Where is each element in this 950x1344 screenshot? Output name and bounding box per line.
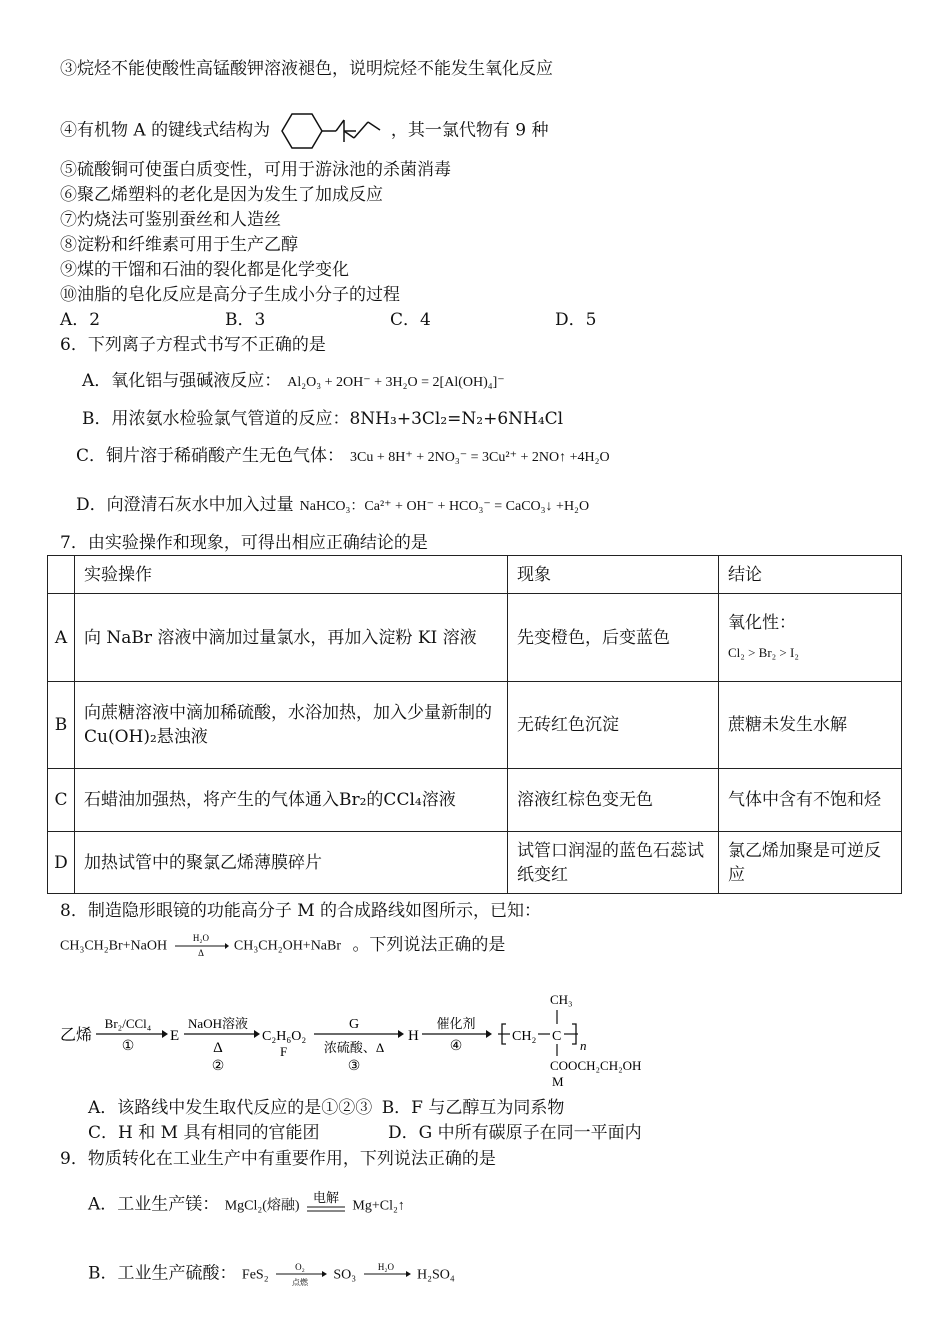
- q9-option-b-h2so4: H₂SO₄: [416, 1267, 455, 1283]
- q7-row-conclusion-line2: Cl₂ > Br₂ > I₂: [728, 644, 799, 660]
- q5-statement-4-suffix: ，其一氯代物有 9 种: [390, 120, 549, 141]
- scheme-r1-step: ①: [121, 1039, 135, 1054]
- scheme-arrow-4-head: [486, 1030, 492, 1038]
- scheme-r1-reagent: Br₂/CCl₄: [104, 1016, 152, 1031]
- q5-statement-8: ⑧淀粉和纤维素可用于生产乙醇: [60, 235, 298, 255]
- q9-option-b-fes2: FeS₂: [241, 1267, 269, 1283]
- q5-statement-4-prefix: ④有机物 A 的键线式结构为: [60, 120, 271, 141]
- scheme-r3-reagent: G: [348, 1017, 360, 1032]
- q8-option-a[interactable]: [88, 1097, 564, 1119]
- q8-known-reaction: [60, 932, 505, 962]
- q9-option-a-product: Mg+Cl₂↑: [352, 1198, 405, 1214]
- scheme-arrow-1-head: [162, 1030, 168, 1038]
- q9-b-arrow1-top: O₂: [295, 1262, 305, 1272]
- scheme-compound-f: F: [280, 1044, 288, 1059]
- q6-option-a-equation: Al₂O₃ + 2OH⁻ + 3H₂O = 2[Al(OH)₄]⁻: [287, 375, 505, 390]
- q9-option-a-text: A．工业生产镁：: [88, 1194, 220, 1215]
- scheme-compound-e: E: [170, 1028, 180, 1044]
- q9-b-arrow2-top: H₂O: [377, 1262, 394, 1272]
- q5-statement-5: ⑤硫酸铜可使蛋白质变性，可用于游泳池的杀菌消毒: [60, 160, 451, 180]
- q7-row-phenomenon: 无砖红色沉淀: [508, 682, 719, 769]
- polymer-label-m: M: [552, 1074, 564, 1088]
- q7-row-phenomenon: 溶液红棕色变无色: [508, 769, 719, 832]
- scheme-r3-step: ③: [347, 1059, 361, 1074]
- bond-chain-5: [368, 122, 380, 130]
- q6-option-d-text: D．向澄清石灰水中加入过量: [76, 495, 294, 515]
- scheme-r4-reagent: 催化剂: [436, 1016, 476, 1031]
- q6-option-d-equation: ：Ca²⁺ + OH⁻ + HCO₃⁻ = CaCO₃↓ +H₂O: [350, 499, 590, 514]
- scheme-ethylene: 乙烯: [60, 1027, 93, 1044]
- q7-row-c: [48, 769, 902, 832]
- q9-b-arrow1-bot: 点燃: [291, 1278, 308, 1287]
- q6-option-d[interactable]: [76, 494, 589, 518]
- q7-stem: 7．由实验操作和现象，可得出相应正确结论的是: [60, 533, 428, 553]
- q5-statement-10: ⑩油脂的皂化反应是高分子生成小分子的过程: [60, 285, 400, 305]
- polymer-ch2: CH₂: [512, 1029, 537, 1044]
- scheme-r2-reagent: NaOH溶液: [188, 1016, 248, 1031]
- q5-statement-9: ⑨煤的干馏和石油的裂化都是化学变化: [60, 260, 349, 280]
- scheme-compound-h: H: [408, 1028, 419, 1044]
- arrow-head: [225, 943, 229, 949]
- q8-synthesis-scheme: [58, 988, 698, 1088]
- q8-option-b-text[interactable]: B．F 与乙醇互为同系物: [381, 1098, 565, 1118]
- q7-header-phenomenon: 现象: [508, 556, 719, 594]
- q6-option-c[interactable]: [76, 445, 610, 469]
- q5-statement-3: ③烷烃不能使酸性高锰酸钾溶液褪色，说明烷烃不能发生氧化反应: [60, 59, 553, 79]
- structure-a-skeletal-formula: [276, 110, 386, 152]
- bond-chain-1: [336, 120, 344, 131]
- q9-option-b-arrow-2: [362, 1260, 412, 1288]
- q9-option-a-reactant: MgCl₂(熔融): [224, 1198, 300, 1214]
- scheme-arrow-2-head: [254, 1030, 260, 1038]
- q8-option-a-text: A．该路线中发生取代反应的是①②③: [88, 1098, 373, 1118]
- q7-table-header: [48, 556, 902, 594]
- q7-row-operation: 石蜡油加强热，将产生的气体通入Br₂的CCl₄溶液: [75, 769, 508, 832]
- q7-row-operation: 加热试管中的聚氯乙烯薄膜碎片: [75, 832, 508, 894]
- polymer-ester-group: COOCH₂CH₂OH: [550, 1058, 642, 1073]
- q8-known-cond-bot: Δ: [197, 948, 204, 958]
- scheme-arrow-3-head: [398, 1030, 404, 1038]
- q5-statement-7: ⑦灼烧法可鉴别蚕丝和人造丝: [60, 210, 281, 230]
- q9-option-b-text: B．工业生产硫酸：: [88, 1263, 237, 1284]
- q5-options: [60, 309, 760, 331]
- q7-header-conclusion: 结论: [719, 556, 902, 594]
- q9-option-b-arrow-1: [274, 1260, 328, 1288]
- arrow-head: [406, 1271, 411, 1277]
- q7-row-operation: 向蔗糖溶液中滴加稀硫酸，水浴加热，加入少量新制的Cu(OH)₂悬浊液: [75, 682, 508, 769]
- q7-row-key: D: [48, 832, 75, 894]
- bond-chain-3: [344, 131, 354, 138]
- q8-option-c[interactable]: C．H 和 M 具有相同的官能团: [88, 1123, 320, 1143]
- q9-option-a-condition: 电解: [312, 1190, 339, 1205]
- scheme-f-formula: C₂H₆O₂: [262, 1029, 307, 1044]
- q6-option-d-reagent: NaHCO₃: [299, 499, 351, 514]
- q7-header-blank: [48, 556, 75, 594]
- q7-row-conclusion-line1: 氧化性：: [728, 612, 796, 633]
- q8-known-tail: 。下列说法正确的是: [352, 934, 506, 955]
- scheme-r3-condition: 浓硫酸、Δ: [323, 1040, 385, 1055]
- q6-option-b[interactable]: B．用浓氨水检验氯气管道的反应：8NH₃+3Cl₂=N₂+6NH₄Cl: [82, 409, 564, 429]
- q5-option-d[interactable]: D．5: [555, 310, 597, 330]
- q5-statement-6: ⑥聚乙烯塑料的老化是因为发生了加成反应: [60, 185, 383, 205]
- q8-options-cd: [88, 1122, 708, 1144]
- q6-option-a[interactable]: [82, 370, 505, 394]
- q7-table: [47, 555, 902, 894]
- q7-row-a: [48, 594, 902, 682]
- q7-row-key: B: [48, 682, 75, 769]
- q7-row-conclusion: 氯乙烯加聚是可逆反应: [719, 832, 902, 894]
- q7-row-b: [48, 682, 902, 769]
- q9-option-b[interactable]: [88, 1260, 455, 1294]
- q7-row-key: C: [48, 769, 75, 832]
- scheme-r4-step: ④: [449, 1039, 463, 1054]
- q5-option-c[interactable]: C．4: [390, 310, 431, 330]
- polymer-n: n: [580, 1038, 587, 1053]
- q8-known-cond-top: H₂O: [192, 933, 209, 943]
- q8-option-d[interactable]: D．G 中所有碳原子在同一平面内: [388, 1123, 642, 1143]
- q8-known-products: CH₃CH₂OH+NaBr: [233, 938, 342, 954]
- q9-option-b-so3: SO₃: [333, 1267, 357, 1283]
- scheme-r2-heat: Δ: [213, 1040, 223, 1056]
- q7-header-operation: 实验操作: [75, 556, 508, 594]
- q6-stem: 6．下列离子方程式书写不正确的是: [60, 335, 326, 355]
- q9-option-a[interactable]: [88, 1190, 405, 1224]
- arrow-head: [322, 1271, 327, 1277]
- q7-row-conclusion: 气体中含有不饱和烃: [719, 769, 902, 832]
- bond-chain-4: [354, 122, 368, 138]
- q6-option-c-equation: 3Cu + 8H⁺ + 2NO₃⁻ = 3Cu²⁺ + 2NO↑ +4H₂O: [350, 450, 610, 465]
- q7-row-phenomenon: 试管口润湿的蓝色石蕊试纸变红: [508, 832, 719, 894]
- cyclohexane-ring: [282, 114, 322, 148]
- q6-option-a-text: A．氧化铝与强碱液反应：: [82, 371, 282, 391]
- q5-option-b[interactable]: B．3: [225, 310, 266, 330]
- q9-stem: 9．物质转化在工业生产中有重要作用，下列说法正确的是: [60, 1149, 496, 1169]
- q7-row-operation: 向 NaBr 溶液中滴加过量氯水，再加入淀粉 KI 溶液: [75, 594, 508, 682]
- q7-row-phenomenon: 先变橙色，后变蓝色: [508, 594, 719, 682]
- polymer-methyl: CH₃: [550, 992, 573, 1007]
- q7-row-conclusion: 蔗糖未发生水解: [719, 682, 902, 769]
- q8-known-reactants: CH₃CH₂Br+NaOH: [60, 938, 168, 954]
- polymer-quaternary-c: C: [552, 1029, 562, 1044]
- q5-option-a[interactable]: A．2: [60, 310, 101, 330]
- q7-row-key: A: [48, 594, 75, 682]
- q5-statement-4: [60, 110, 549, 152]
- q8-known-arrow: [173, 932, 229, 958]
- q7-row-d: [48, 832, 902, 894]
- q7-row-conclusion: [719, 594, 902, 682]
- q6-option-c-text: C．铜片溶于稀硝酸产生无色气体：: [76, 446, 345, 466]
- scheme-r2-step: ②: [211, 1059, 225, 1074]
- q8-stem: 8．制造隐形眼镜的功能高分子 M 的合成路线如图所示，已知：: [60, 901, 542, 921]
- q9-option-a-arrow: [305, 1190, 347, 1220]
